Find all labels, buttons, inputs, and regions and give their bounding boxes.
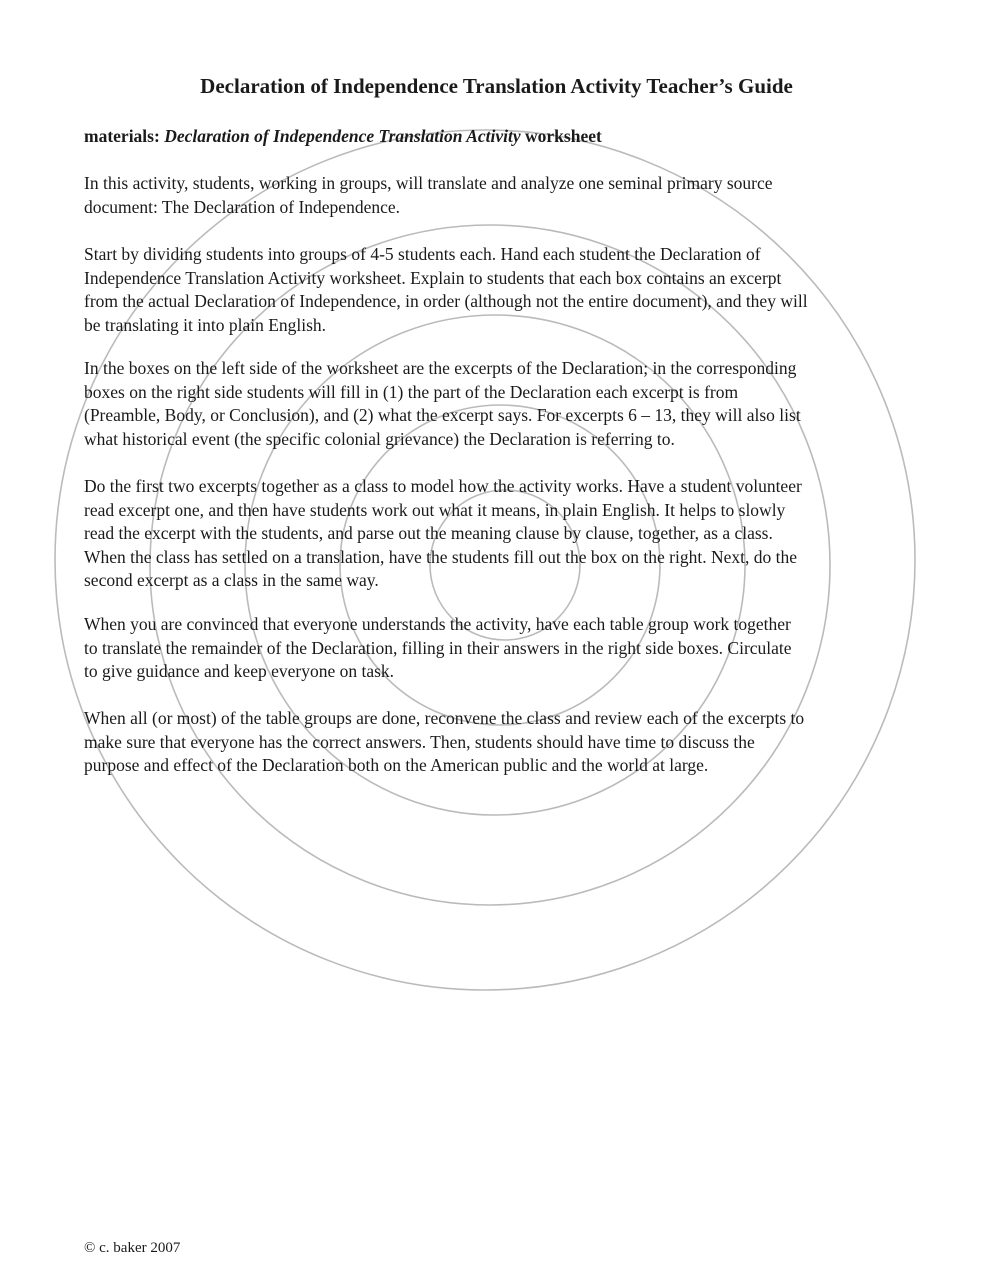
paragraph-line: When all (or most) of the table groups are done, reconvene the class and review each of the excerpts to bbox=[84, 708, 805, 728]
paragraph-line: read the excerpt with the students, and parse out the meaning clause by clause, together, as a class. bbox=[84, 523, 773, 543]
page-title: Declaration of Independence Translation Activity Teacher’s Guide bbox=[200, 74, 793, 98]
materials-suffix: worksheet bbox=[525, 126, 602, 146]
paragraph-line: Start by dividing students into groups of 4-5 students each. Hand each student the Declaration of bbox=[84, 244, 761, 264]
paragraph bbox=[84, 613, 924, 684]
paragraph-line: boxes on the right side students will fill in (1) the part of the Declaration each excerpt is from bbox=[84, 381, 739, 402]
paragraph-line: Do the first two excerpts together as a class to model how the activity works. Have a student volunteer bbox=[84, 476, 802, 496]
paragraph bbox=[84, 243, 924, 337]
paragraph-line: from the actual Declaration of Independence, in order (although not the entire document), and they will bbox=[84, 291, 808, 311]
paragraph-line: document: The Declaration of Independence. bbox=[84, 196, 400, 217]
paragraph-line: to give guidance and keep everyone on task. bbox=[84, 661, 395, 681]
paragraph bbox=[84, 172, 924, 219]
paragraph-line: In the boxes on the left side of the worksheet are the excerpts of the Declaration; in the corresponding bbox=[84, 358, 797, 378]
paragraph bbox=[84, 707, 924, 778]
paragraph-line: In this activity, students, working in groups, will translate and analyze one seminal primary source bbox=[84, 173, 773, 193]
paragraph-line: read excerpt one, and then have students work out what it means, in plain English. It helps to slowly bbox=[84, 499, 786, 520]
paragraph-line: When you are convinced that everyone understands the activity, have each table group work together bbox=[84, 614, 791, 634]
paragraph-line: purpose and effect of the Declaration both on the American public and the world at large. bbox=[84, 755, 709, 775]
paragraph-line: Independence Translation Activity worksheet. Explain to students that each box contains an excerpt bbox=[84, 267, 782, 288]
copyright-footer: © c. baker 2007 bbox=[84, 1240, 181, 1256]
materials-label: materials: bbox=[84, 126, 160, 146]
paragraph-line: When the class has settled on a translation, have the students fill out the box on the right. Next, do the bbox=[84, 546, 797, 567]
materials-line bbox=[84, 126, 602, 147]
paragraph-line: (Preamble, Body, or Conclusion), and (2) what the excerpt says. For excerpts 6 – 13, they will also list bbox=[84, 405, 801, 425]
worksheet-title: Declaration of Independence Translation Activity bbox=[164, 126, 521, 146]
paragraph-line: be translating it into plain English. bbox=[84, 314, 327, 335]
paragraph-line: make sure that everyone has the correct answers. Then, students should have time to discuss the bbox=[84, 731, 755, 752]
paragraph bbox=[84, 475, 924, 593]
paragraph-line: second excerpt as a class in the same way. bbox=[84, 570, 379, 590]
paragraph-line: what historical event (the specific colonial grievance) the Declaration is referring to. bbox=[84, 428, 675, 449]
paragraph-line: to translate the remainder of the Declaration, filling in their answers in the right side boxes. Circulate bbox=[84, 637, 792, 658]
paragraph bbox=[84, 357, 924, 451]
